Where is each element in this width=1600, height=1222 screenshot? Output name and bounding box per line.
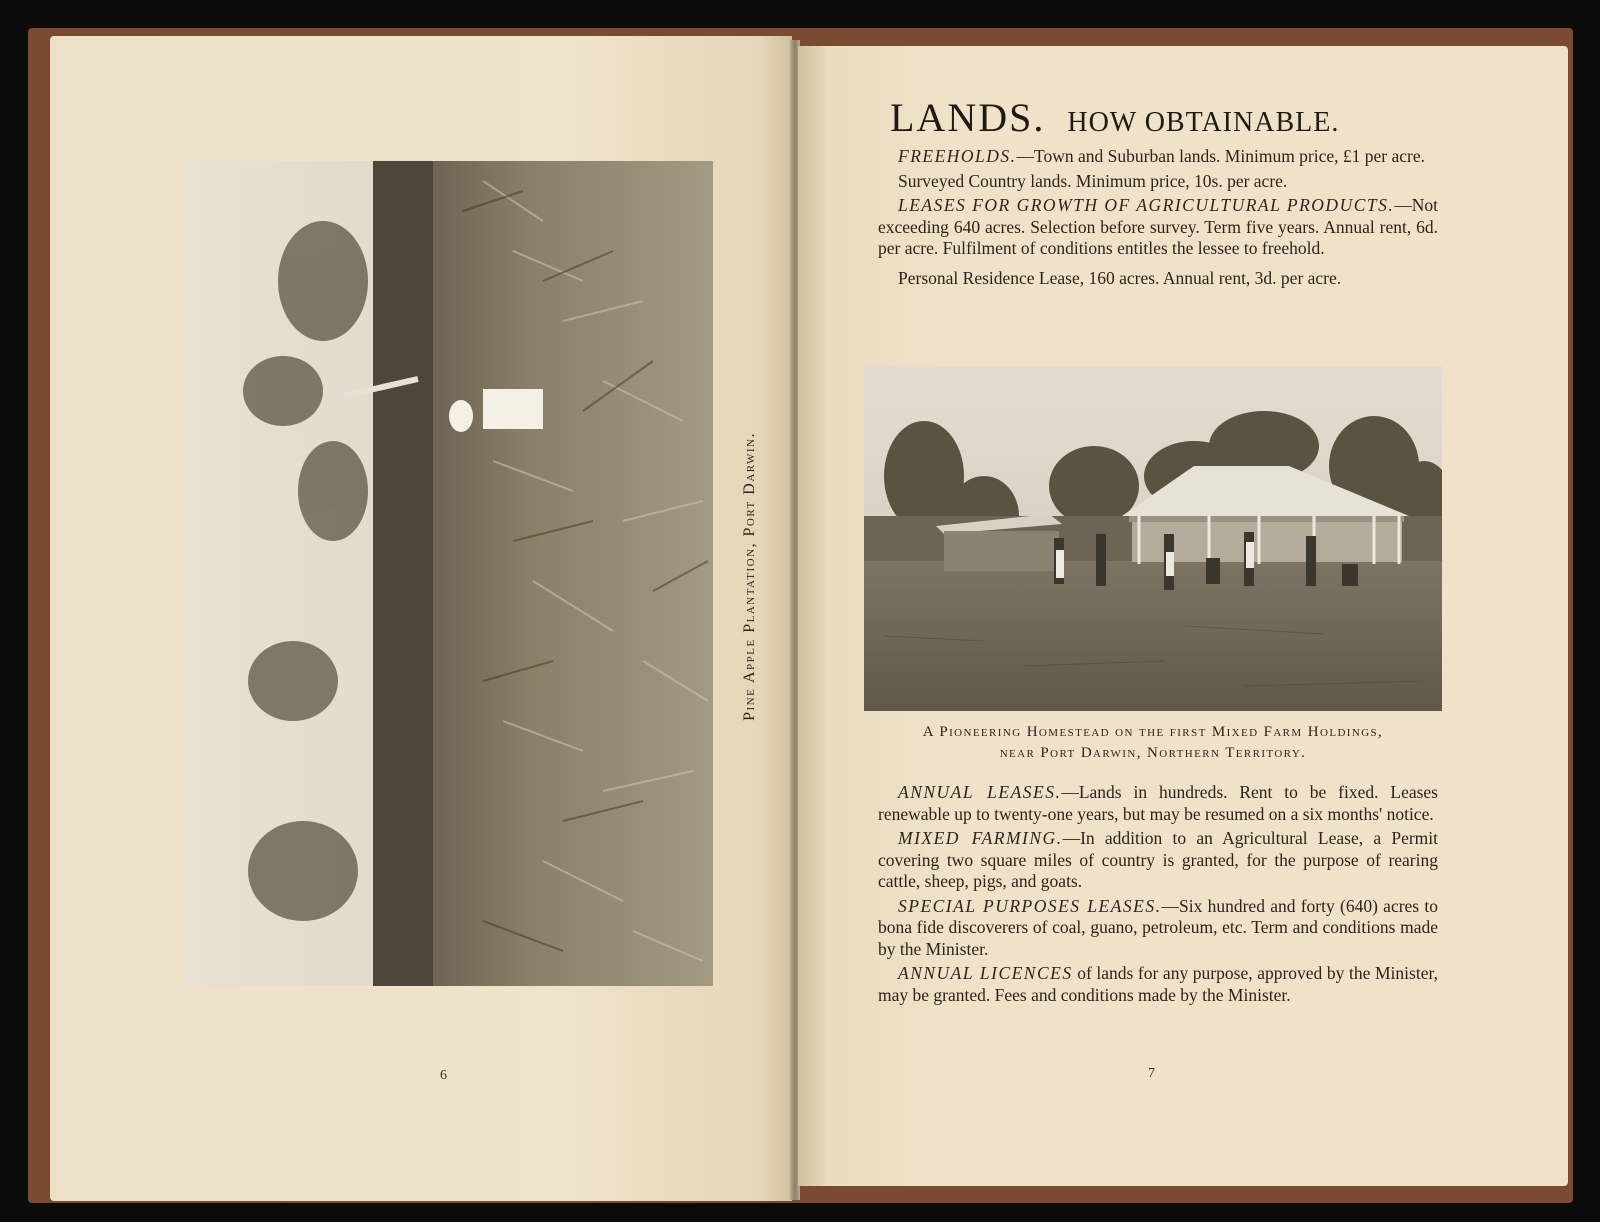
annual-leases-text: —Lands in hundreds. Rent to be fixed. Leases renewable up to twenty-one years, but may be resumed on a six months' notice. xyxy=(878,782,1438,824)
special-purposes-text: —Six hundred and forty (640) acres to bona fide discoverers of coal, guano, petroleum, etc. Term and conditions made by the Minister. xyxy=(878,895,1438,959)
right-page xyxy=(798,46,1568,1186)
leases-growth-paragraph xyxy=(878,195,1438,260)
left-page xyxy=(50,36,792,1201)
special-purposes-term: SPECIAL PURPOSES LEASES. xyxy=(898,895,1162,916)
page-number-left: 6 xyxy=(440,1068,447,1083)
annual-licences-text: of lands for any purpose, approved by the Minister, may be granted. Fees and conditions made by the Minister. xyxy=(878,963,1438,1005)
annual-leases-term: ANNUAL LEASES. xyxy=(898,782,1062,802)
mixed-farming-paragraph xyxy=(878,828,1438,893)
leases-growth-text: —Not exceeding 640 acres. Selection before survey. Term five years. Annual rent, 6d. per acre. Fulfilment of conditions entitles the lessee to freehold. xyxy=(878,195,1438,258)
annual-licences-term: ANNUAL LICENCES xyxy=(898,963,1073,983)
personal-residence-paragraph: Personal Residence Lease, 160 acres. Annual rent, 3d. per acre. xyxy=(898,267,1342,288)
homestead-caption-line1: A Pioneering Homestead on the first Mixed Farm Holdings, xyxy=(922,724,1384,740)
heading-sub: HOW OBTAINABLE. xyxy=(1067,107,1340,138)
leases-growth-term: LEASES FOR GROWTH OF AGRICULTURAL PRODUCTS. xyxy=(898,195,1395,215)
plantation-caption-text: Pine Apple Plantation, Port Darwin. xyxy=(741,431,758,721)
lower-text-block xyxy=(878,782,1438,1009)
page-number-right: 7 xyxy=(1148,1066,1155,1081)
homestead-photo xyxy=(864,366,1442,711)
homestead-caption-line2: near Port Darwin, Northern Territory. xyxy=(999,745,1307,761)
freeholds-term: FREEHOLDS. xyxy=(898,146,1017,166)
homestead-photo-caption xyxy=(864,722,1442,764)
surveyed-paragraph: Surveyed Country lands. Minimum price, 10s. per acre. xyxy=(898,170,1288,191)
page-heading xyxy=(890,94,1450,141)
annual-leases-paragraph xyxy=(878,782,1438,825)
upper-text-block xyxy=(878,146,1438,297)
special-purposes-paragraph xyxy=(878,896,1438,961)
pineapple-plantation-photo xyxy=(183,161,713,986)
mixed-farming-text: —In addition to an Agricultural Lease, a Permit covering two square miles of country is granted, for the purpose of rearing cattle, sheep, pigs, and goats. xyxy=(878,828,1439,891)
plantation-photo-caption xyxy=(730,186,770,966)
annual-licences-paragraph xyxy=(878,963,1438,1006)
freeholds-text: —Town and Suburban lands. Minimum price, £1 per acre. xyxy=(1016,146,1426,166)
mixed-farming-term: MIXED FARMING. xyxy=(898,828,1063,848)
heading-main: LANDS. xyxy=(890,95,1046,140)
freeholds-paragraph xyxy=(878,146,1438,168)
